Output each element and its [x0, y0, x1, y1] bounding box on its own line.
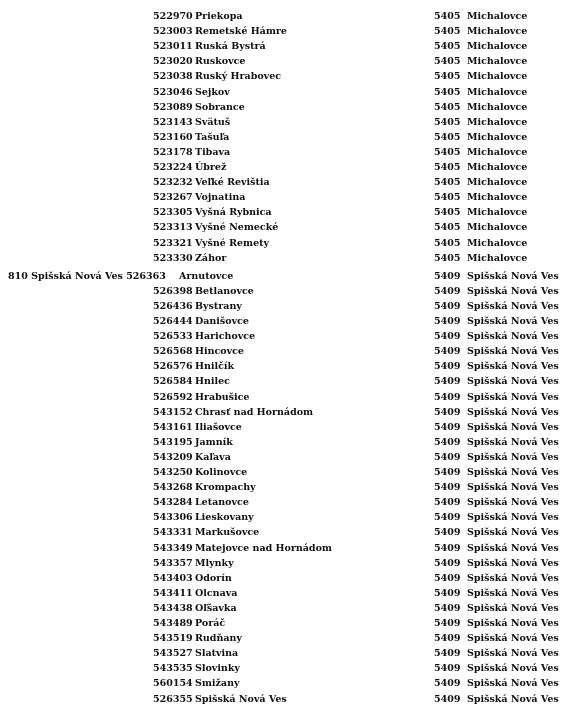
district-name: Michalovce: [467, 56, 528, 68]
municipality-name: Matejovce nad Hornádom: [195, 542, 332, 554]
district-name: Spišská Nová Ves: [467, 285, 559, 297]
district-name: Spišská Nová Ves: [467, 497, 559, 509]
district-code: 5405: [434, 11, 461, 22]
municipality-code: 526355: [153, 693, 193, 705]
district-code: 5409: [434, 482, 461, 494]
district-name: Michalovce: [467, 222, 528, 234]
municipality-code: 526533: [153, 331, 193, 343]
district-name: Michalovce: [467, 101, 528, 113]
district-name: Spišská Nová Ves: [467, 391, 559, 403]
municipality-name: Hnilec: [195, 376, 230, 388]
municipality-name: Ruská Bystrá: [195, 41, 266, 53]
table-row: [0, 54, 564, 69]
district-code: 5409: [434, 633, 461, 645]
district-name: Spišská Nová Ves: [467, 300, 559, 312]
district-name: Spišská Nová Ves: [467, 512, 559, 524]
municipality-code: 543535: [153, 663, 193, 675]
district-code: 5409: [434, 693, 461, 705]
municipality-name: Hrabušice: [195, 391, 250, 403]
municipality-code: 543489: [153, 618, 193, 629]
table-row: [0, 661, 564, 676]
table-row: [0, 646, 564, 661]
district-code: 5409: [434, 436, 461, 448]
municipality-name: Bystrany: [195, 300, 242, 312]
district-name: Michalovce: [467, 71, 528, 83]
district-name: Michalovce: [467, 162, 528, 173]
municipality-name: Záhor: [195, 252, 227, 264]
district-code: 5405: [434, 101, 461, 113]
district-code: 5409: [434, 527, 461, 539]
municipality-code: 523267: [153, 192, 193, 204]
table-row: [0, 571, 564, 586]
table-row: [0, 175, 564, 190]
municipality-code: 543519: [153, 633, 193, 645]
table-row: [0, 205, 564, 220]
municipality-name: Hnilčík: [195, 361, 235, 373]
district-code: 5409: [434, 451, 461, 463]
district-name: Michalovce: [467, 41, 528, 53]
municipality-code: 526444: [153, 316, 193, 327]
district-code: 5405: [434, 116, 461, 128]
municipality-code: 543331: [153, 527, 193, 539]
district-name: Spišská Nová Ves: [467, 316, 559, 327]
municipality-name: Vyšná Rybnica: [195, 207, 272, 219]
district-name: Michalovce: [467, 207, 528, 219]
district-code: 5405: [434, 192, 461, 204]
municipality-code: 523020: [153, 56, 193, 68]
district-name: Michalovce: [467, 116, 528, 128]
district-name: Spišská Nová Ves: [467, 421, 559, 433]
table-row: [0, 236, 564, 251]
district-code: 5409: [434, 421, 461, 433]
district-name: Michalovce: [467, 252, 528, 264]
district-name: Michalovce: [467, 86, 528, 98]
table-row: [0, 314, 564, 329]
table-row: [0, 145, 564, 160]
district-name: Spišská Nová Ves: [467, 482, 559, 494]
municipality-code: 523046: [153, 86, 193, 98]
municipality-code: 543152: [153, 406, 193, 418]
district-code: 5405: [434, 207, 461, 219]
district-code: 5409: [434, 285, 461, 297]
municipality-code: 523038: [153, 71, 193, 83]
table-row: [0, 190, 564, 205]
district-name: Spišská Nová Ves: [467, 648, 559, 660]
municipality-code: 523089: [153, 101, 193, 113]
district-name: Michalovce: [467, 237, 528, 249]
municipality-code: 543195: [153, 436, 193, 448]
district-name: Spišská Nová Ves: [467, 270, 559, 282]
municipality-name: Smižany: [195, 678, 240, 690]
table-row: [0, 130, 564, 145]
district-code: 5409: [434, 678, 461, 690]
table-row: [0, 24, 564, 39]
district-name: Spišská Nová Ves: [467, 693, 559, 705]
municipality-code: 523160: [153, 131, 193, 143]
table-row: [0, 450, 564, 465]
municipality-name: Vyšné Nemecké: [195, 222, 279, 234]
municipality-name: Priekopa: [195, 11, 243, 22]
table-row: [0, 9, 564, 24]
municipality-name: Markušovce: [195, 527, 260, 539]
municipality-name: Tašuľa: [195, 131, 230, 143]
municipality-name: Lieskovany: [195, 512, 254, 524]
municipality-code: 526568: [153, 346, 193, 358]
table-row: [0, 420, 564, 435]
district-code: 5409: [434, 316, 461, 327]
table-row: [0, 616, 564, 631]
municipality-code: 543349: [153, 542, 193, 554]
municipality-code: 526436: [153, 300, 193, 312]
municipality-name: Chrasť nad Hornádom: [195, 406, 314, 418]
district-code: 5405: [434, 146, 461, 158]
table-row: [0, 284, 564, 299]
municipality-code: 522970: [153, 11, 193, 22]
table-row: [0, 692, 564, 707]
municipality-name: Letanovce: [195, 497, 249, 509]
table-row: [0, 405, 564, 420]
district-code: 5405: [434, 222, 461, 234]
district-code: 5405: [434, 56, 461, 68]
district-code: 5409: [434, 406, 461, 418]
district-code: 5405: [434, 237, 461, 249]
district-name: Spišská Nová Ves: [467, 678, 559, 690]
table-row: [0, 39, 564, 54]
municipality-name: Danišovce: [195, 316, 249, 327]
municipality-name: Odorín: [195, 572, 232, 584]
district-code: 5409: [434, 512, 461, 524]
table-row: [0, 556, 564, 571]
district-name: Spišská Nová Ves: [467, 602, 559, 614]
district-code: 5405: [434, 26, 461, 38]
district-code: 5405: [434, 131, 461, 143]
municipality-code: 523178: [153, 146, 193, 158]
municipality-code: 560154: [153, 678, 193, 690]
municipality-code: 543438: [153, 602, 193, 614]
district-name: Spišská Nová Ves: [467, 572, 559, 584]
municipality-name: Oľšavka: [195, 602, 237, 614]
municipality-name: Slatvina: [195, 648, 239, 660]
table-row: [0, 465, 564, 480]
table-row: [0, 220, 564, 235]
municipality-name: Spišská Nová Ves: [195, 693, 287, 705]
municipality-name: Vojnatina: [195, 192, 246, 204]
municipality-code: 543357: [153, 557, 193, 569]
district-code: 5409: [434, 542, 461, 554]
district-name: Spišská Nová Ves: [467, 527, 559, 539]
municipality-name: Ruskovce: [195, 56, 246, 68]
district-code: 5409: [434, 361, 461, 373]
table-row: [0, 160, 564, 175]
municipality-name: Harichovce: [195, 331, 256, 343]
table-row: [0, 510, 564, 525]
municipality-name: Veľké Revištia: [195, 177, 270, 189]
table-row: [0, 631, 564, 646]
municipality-name: Rudňany: [195, 633, 242, 645]
municipality-code: 526576: [153, 361, 193, 373]
municipality-name: Remetské Hámre: [195, 26, 287, 38]
municipality-name: Tibava: [195, 146, 231, 158]
table-row: [0, 586, 564, 601]
table-row: [0, 541, 564, 556]
table-row: [0, 85, 564, 100]
municipality-code: 543403: [153, 572, 193, 584]
municipality-name: Svätuš: [195, 116, 231, 128]
municipality-code: 543209: [153, 451, 193, 463]
municipality-code: 526398: [153, 285, 193, 297]
district-code: 5409: [434, 663, 461, 675]
municipality-name: Sejkov: [195, 86, 230, 98]
district-code: 5409: [434, 602, 461, 614]
district-code: 5409: [434, 572, 461, 584]
district-code: 5405: [434, 162, 461, 173]
district-code: 5405: [434, 71, 461, 83]
district-code: 5409: [434, 331, 461, 343]
table-row: [0, 100, 564, 115]
municipality-code: 523330: [153, 252, 193, 264]
district-name: Spišská Nová Ves: [467, 346, 559, 358]
district-name: Spišská Nová Ves: [467, 376, 559, 388]
municipality-name: Slovinky: [195, 663, 240, 675]
table-row: [0, 269, 564, 284]
table-row: [0, 601, 564, 616]
municipality-name: Iliašovce: [195, 421, 242, 433]
district-name: Spišská Nová Ves: [467, 436, 559, 448]
district-code: 5409: [434, 618, 461, 629]
table-row: [0, 390, 564, 405]
table-row: [0, 251, 564, 266]
table-row: [0, 329, 564, 344]
municipality-name: Olcnava: [195, 587, 238, 599]
municipality-code: 543306: [153, 512, 193, 524]
municipality-code: 523003: [153, 26, 193, 38]
district-code: 5409: [434, 300, 461, 312]
district-name: Spišská Nová Ves: [467, 467, 559, 478]
table-row: [0, 359, 564, 374]
municipality-code: 526592: [153, 391, 193, 403]
municipality-name: Ruský Hrabovec: [195, 71, 282, 83]
district-code: 5409: [434, 587, 461, 599]
district-code: 5405: [434, 41, 461, 53]
municipality-code: 523143: [153, 116, 193, 128]
district-name: Spišská Nová Ves: [467, 633, 559, 645]
district-code: 5409: [434, 391, 461, 403]
district-name: Spišská Nová Ves: [467, 451, 559, 463]
municipality-code: 523321: [153, 237, 193, 249]
district-name: Michalovce: [467, 177, 528, 189]
municipality-name: Kolinovce: [195, 467, 248, 478]
municipality-name: Kaľava: [195, 451, 231, 463]
municipality-code: 523305: [153, 207, 193, 219]
district-name: Spišská Nová Ves: [467, 557, 559, 569]
table-row: [0, 676, 564, 691]
table-row: [0, 115, 564, 130]
municipality-name: Sobrance: [195, 101, 245, 113]
district-name: Michalovce: [467, 26, 528, 38]
municipality-code: 543527: [153, 648, 193, 660]
municipality-name: Úbrež: [195, 162, 227, 173]
table-row: [0, 495, 564, 510]
table-row: [0, 374, 564, 389]
table-row: [0, 525, 564, 540]
district-header: 810 Spišská Nová Ves 526363: [8, 270, 166, 282]
district-name: Spišská Nová Ves: [467, 542, 559, 554]
district-name: Spišská Nová Ves: [467, 587, 559, 599]
district-name: Spišská Nová Ves: [467, 361, 559, 373]
table-row: [0, 344, 564, 359]
district-name: Spišská Nová Ves: [467, 663, 559, 675]
district-code: 5409: [434, 557, 461, 569]
municipality-name: Jamník: [195, 436, 233, 448]
district-code: 5409: [434, 648, 461, 660]
municipality-code: 543411: [153, 587, 193, 599]
district-code: 5409: [434, 376, 461, 388]
district-name: Spišská Nová Ves: [467, 618, 559, 629]
municipality-name: Hincovce: [195, 346, 244, 358]
municipality-code: 523011: [153, 41, 193, 53]
municipality-code: 526584: [153, 376, 193, 388]
municipality-name: Krompachy: [195, 482, 256, 494]
district-name: Spišská Nová Ves: [467, 331, 559, 343]
district-name: Michalovce: [467, 11, 528, 22]
municipality-name: Mlynky: [195, 557, 234, 569]
district-name: Spišská Nová Ves: [467, 406, 559, 418]
district-code: 5405: [434, 177, 461, 189]
district-code: 5409: [434, 270, 461, 282]
table-row: [0, 480, 564, 495]
municipality-name: Arnutovce: [179, 270, 234, 282]
municipality-name: Vyšné Remety: [195, 237, 270, 249]
table-row: [0, 435, 564, 450]
district-code: 5409: [434, 346, 461, 358]
district-code: 5405: [434, 86, 461, 98]
district-name: Michalovce: [467, 146, 528, 158]
district-name: Michalovce: [467, 192, 528, 204]
municipality-code: 523232: [153, 177, 193, 189]
municipality-name: Betlanovce: [195, 285, 254, 297]
district-code: 5409: [434, 497, 461, 509]
municipality-name: Poráč: [195, 618, 226, 629]
municipality-code: 543284: [153, 497, 193, 509]
municipality-code: 523224: [153, 162, 193, 173]
district-code: 5409: [434, 467, 461, 478]
municipality-code: 543161: [153, 421, 193, 433]
district-code: 5405: [434, 252, 461, 264]
municipality-code: 543250: [153, 467, 193, 478]
table-row: [0, 69, 564, 84]
table-row: [0, 299, 564, 314]
municipality-code: 543268: [153, 482, 193, 494]
district-name: Michalovce: [467, 131, 528, 143]
municipality-code: 523313: [153, 222, 193, 234]
